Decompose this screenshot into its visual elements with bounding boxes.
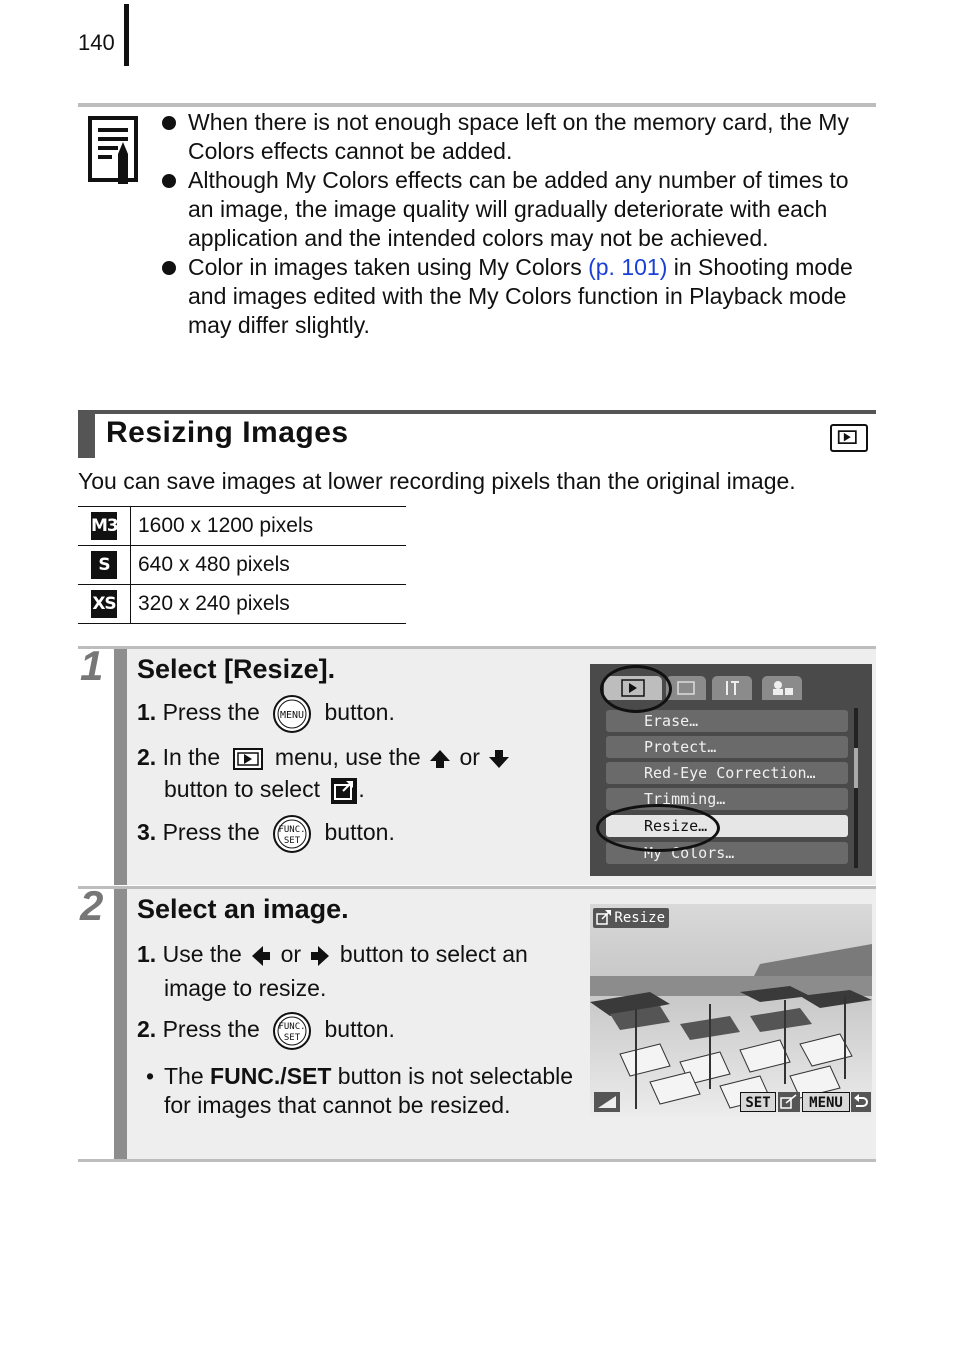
note-list — [160, 108, 870, 340]
menu-button-label[interactable]: MENU — [802, 1092, 850, 1112]
resize-small-icon — [778, 1092, 800, 1112]
menu-item-my-colors[interactable]: My Colors… — [606, 842, 848, 864]
playback-menu-icon — [233, 748, 263, 770]
playback-mode-icon — [830, 424, 868, 452]
step1-instruction-2-cont: button to select . — [164, 773, 365, 805]
table-row — [78, 585, 406, 624]
menu-item-erase[interactable]: Erase… — [606, 710, 848, 732]
page-number-bar — [124, 4, 129, 66]
step1-instruction-3: 3. Press the FUNC. SET button. — [137, 814, 395, 854]
menu-item-red-eye[interactable]: Red-Eye Correction… — [606, 762, 848, 784]
size-s-icon: S — [91, 551, 117, 579]
step2-instruction-2: 2. Press the FUNC. SET button. — [137, 1011, 395, 1051]
func-set-button-icon — [272, 1011, 312, 1051]
section-intro: You can save images at lower recording pixels than the original image. — [78, 468, 796, 494]
menu-item-trimming[interactable]: Trimming… — [606, 788, 848, 810]
set-button-label[interactable]: SET — [740, 1092, 776, 1112]
svg-text:FUNC.: FUNC. — [278, 825, 306, 835]
page-number: 140 — [78, 30, 115, 55]
step2-number: 2 — [80, 882, 104, 929]
svg-text:FUNC.: FUNC. — [278, 1022, 306, 1032]
table-row — [78, 546, 406, 585]
table-row — [78, 507, 406, 546]
menu-scrollbar-thumb[interactable] — [854, 748, 858, 788]
section-title: Resizing Images — [106, 416, 349, 449]
resize-mode-tag: Resize — [593, 908, 669, 928]
note-item: When there is not enough space left on the memory card, the My Colors effects cannot be added. — [160, 108, 870, 166]
page-link[interactable]: (p. 101) — [588, 254, 668, 280]
step2-bottom-rule — [78, 1159, 876, 1162]
bullet-dot: • — [146, 1063, 155, 1089]
step1-number: 1 — [80, 642, 104, 689]
step2-title: Select an image. — [137, 894, 349, 924]
step2-instruction-1: 1. Use the or button to select an — [137, 941, 528, 967]
step1-instruction-1: 1. Press the MENU button. — [137, 694, 395, 734]
my-camera-tab — [762, 676, 802, 700]
section-top-rule — [78, 410, 876, 414]
down-arrow-icon — [488, 748, 510, 770]
return-arrow-icon — [851, 1092, 871, 1112]
image-size-large-icon — [594, 1092, 620, 1112]
note-top-rule — [78, 103, 876, 107]
svg-text:SET: SET — [283, 1033, 301, 1043]
menu-button-icon — [272, 694, 312, 734]
menu-item-resize[interactable]: Resize… — [606, 815, 848, 837]
section-side-bar — [78, 414, 95, 458]
setup-tab — [712, 676, 752, 700]
step1-title: Select [Resize]. — [137, 654, 336, 684]
step1-instruction-2: 2. In the menu, use the or — [137, 741, 512, 773]
step2-side-bar — [114, 889, 127, 1159]
note-item: Color in images taken using My Colors (p. 101) in Shooting mode and images edited with the My Colors function in Playback mode may differ slightly. — [160, 253, 870, 340]
note-pencil-icon — [88, 116, 142, 186]
menu-scrollbar[interactable] — [854, 708, 858, 868]
note-item: Although My Colors effects can be added any number of times to an image, the image quality will gradually deteriorate with each application and the intended colors may not be achieved. — [160, 166, 870, 253]
resize-icon — [330, 777, 358, 805]
svg-text:SET: SET — [283, 836, 301, 846]
size-label: 640 x 480 pixels — [131, 546, 407, 585]
menu-item-protect[interactable]: Protect… — [606, 736, 848, 758]
size-label: 320 x 240 pixels — [131, 585, 407, 624]
svg-text:MENU: MENU — [280, 710, 305, 721]
print-tab-icon — [666, 676, 706, 700]
size-label: 1600 x 1200 pixels — [131, 507, 407, 546]
size-xs-icon: XS — [91, 590, 117, 618]
left-arrow-icon — [250, 945, 272, 967]
highlight-ring-resize — [596, 804, 720, 852]
print-tab — [666, 676, 706, 700]
setup-tab-icon — [712, 676, 752, 700]
step2-bullet-note: • The FUNC./SET button is not selectable for images that cannot be resized. — [146, 1063, 574, 1118]
resize-tag-icon — [596, 910, 612, 926]
up-arrow-icon — [429, 748, 451, 770]
right-arrow-icon — [309, 945, 331, 967]
step1-side-bar — [114, 649, 127, 885]
resize-preview-screenshot — [590, 904, 872, 1116]
step2-instruction-1-cont: image to resize. — [164, 975, 327, 1001]
my-camera-tab-icon — [762, 676, 802, 700]
func-set-button-icon — [272, 814, 312, 854]
highlight-ring-play-tab — [600, 665, 672, 713]
pixel-size-table — [78, 506, 406, 624]
size-m3-icon: M3 — [91, 512, 117, 540]
beach-photo-image — [590, 904, 872, 1116]
